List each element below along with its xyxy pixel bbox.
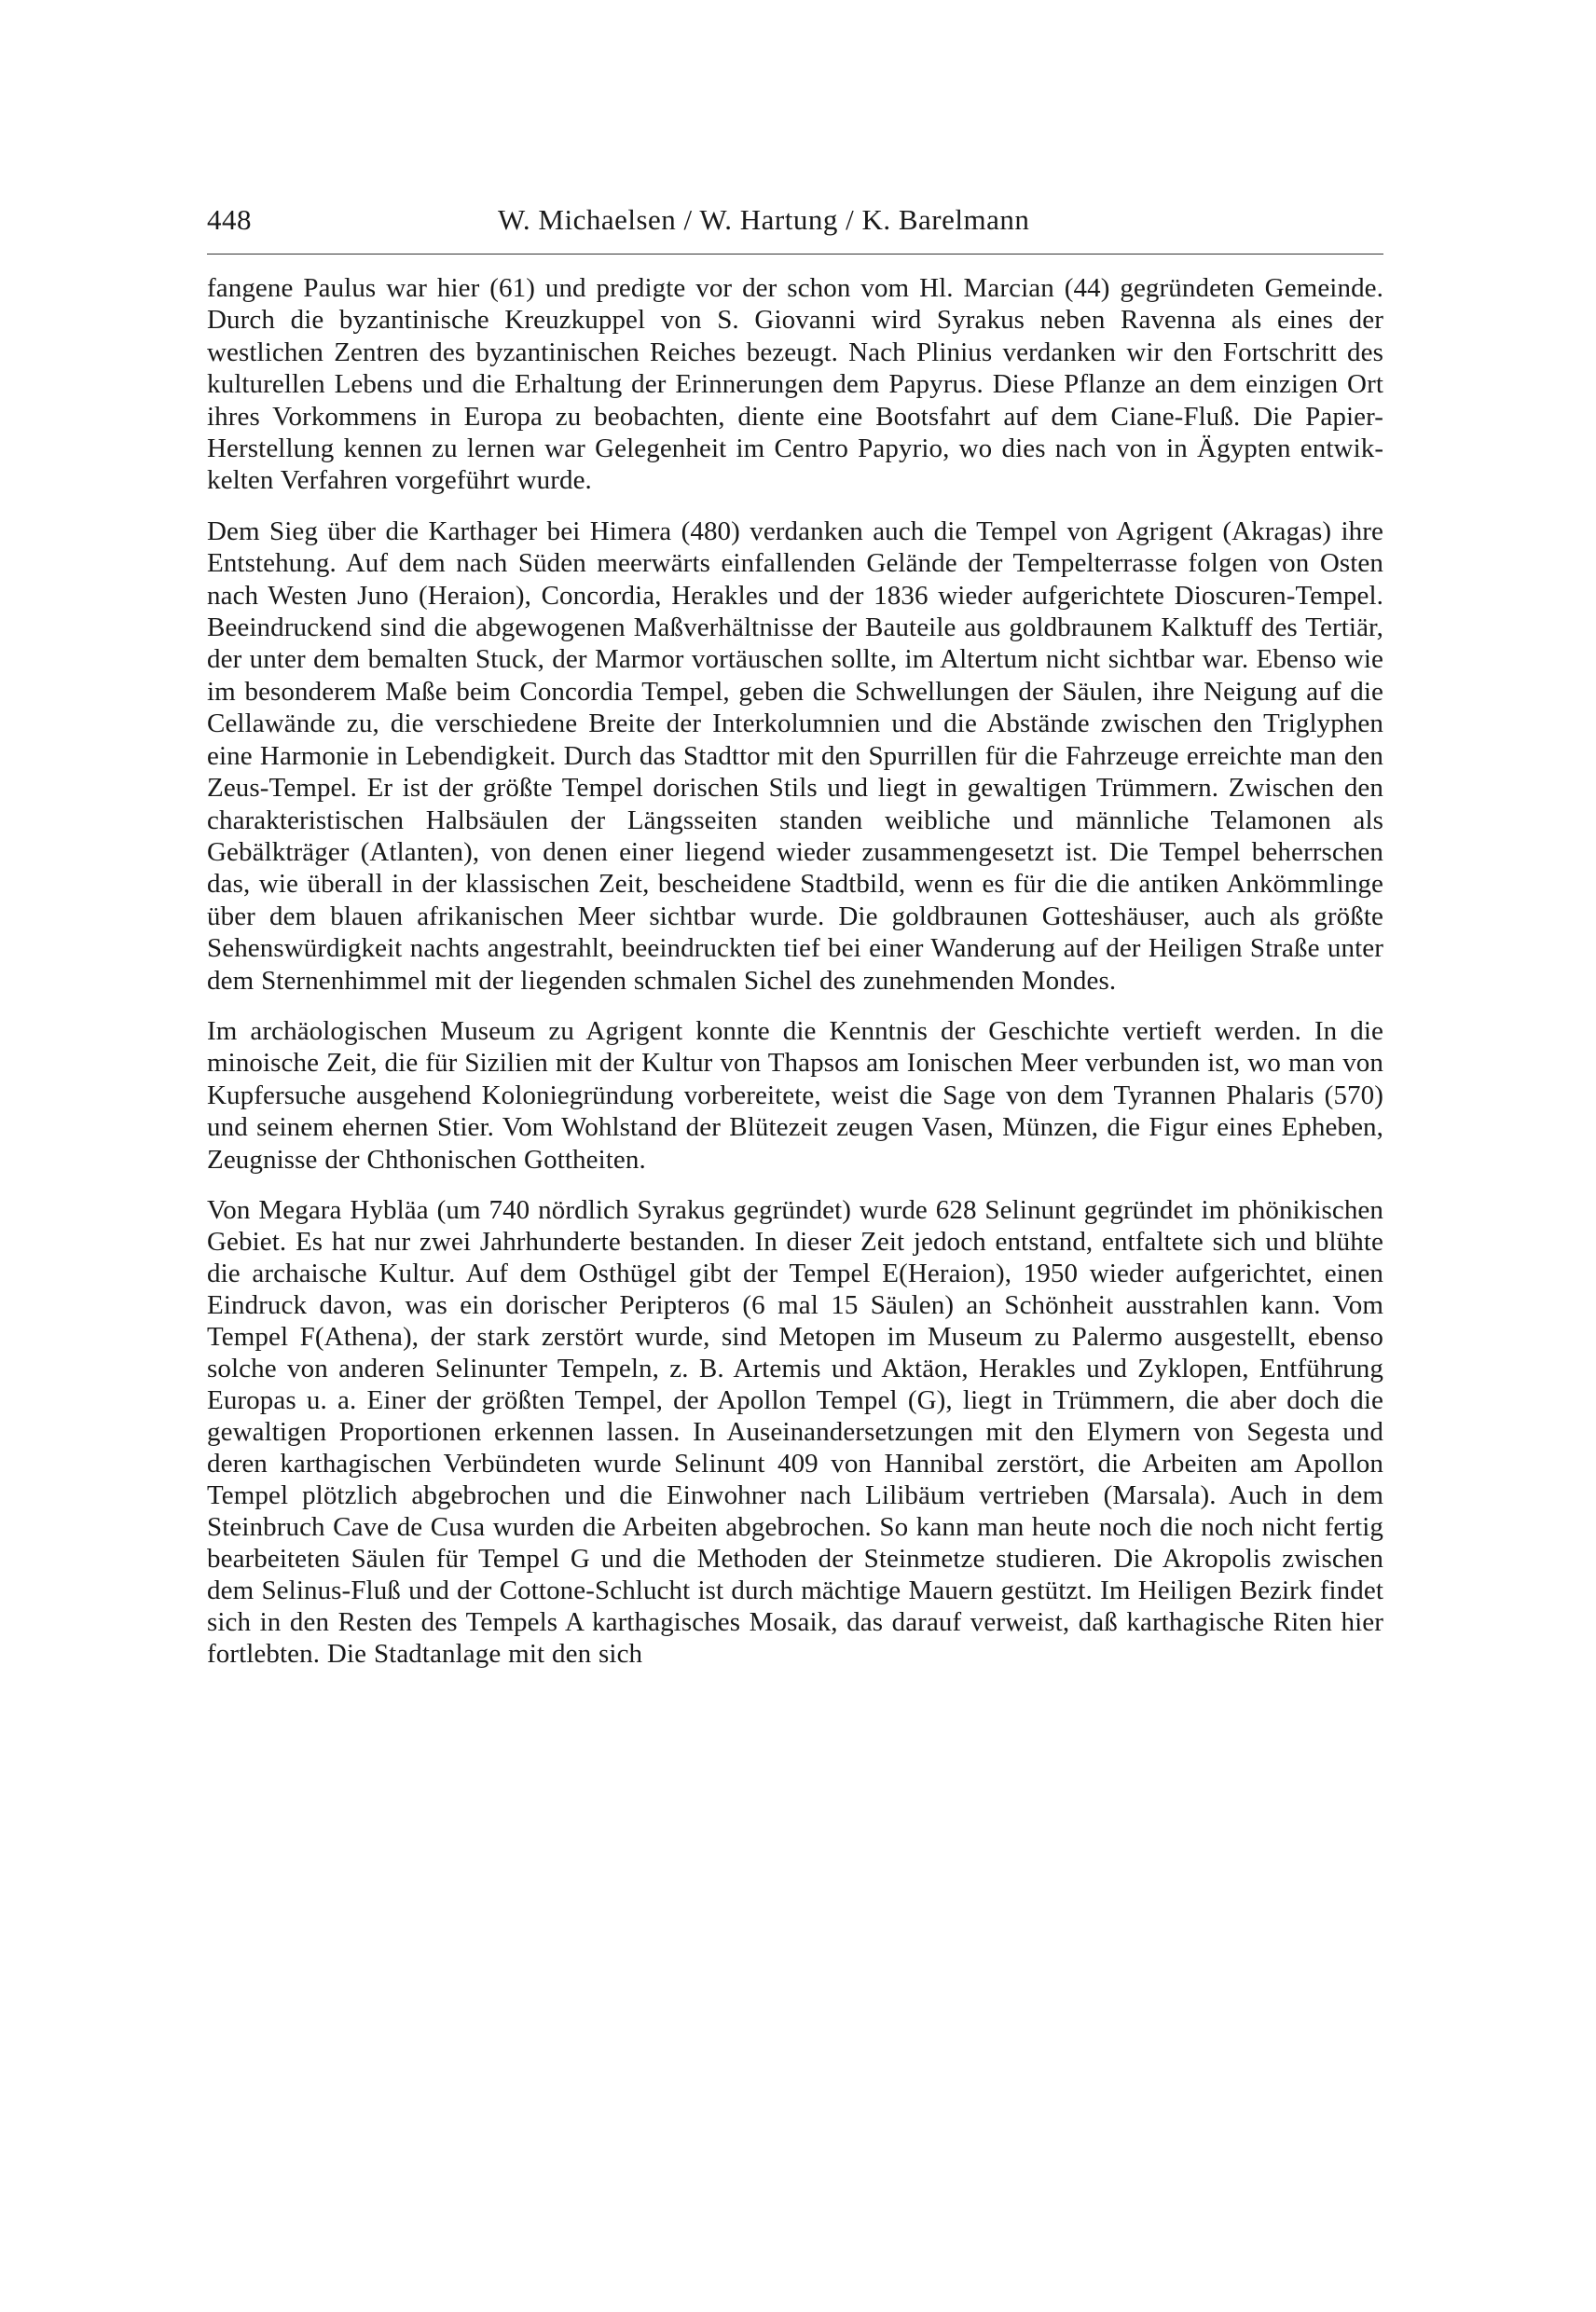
paragraph-agrigent-museum: Im archäologischen Museum zu Agrigent konnte die Kenntnis der Geschichte vertieft werden. In die minoische Zeit, die für Sizilien mit der Kultur von Thapsos am Ionischen Meer verbunden ist, wo man von Kupfersuche ausgehend Koloniegründung vorbereitete, weist die Sage von dem Tyrannen Phalaris (570) und seinem ehernen Stier. Vom Wohlstand der Blütezeit zeugen Vasen, Münzen, die Figur eines Epheben, Zeugnisse der Chthonischen Gottheiten.: [207, 1015, 1383, 1175]
page-number: 448: [207, 203, 252, 236]
header-rule: [207, 254, 1383, 255]
body-text: [207, 272, 1383, 1688]
running-head: [207, 200, 1383, 241]
paragraph-agrigent-temples: Dem Sieg über die Karthager bei Himera (480) verdanken auch die Tempel von Agrigent (Akragas) ihre Entstehung. Auf dem nach Süden meerwärts einfallenden Gelände der Tempelterrasse folgen von Osten nach Westen Juno (Heraion), Concordia, Herakles und der 1836 wieder aufgerichtete Dioscuren-Tempel. Beeindruckend sind die abgewogenen Maßverhältnisse der Bauteile aus goldbraunem Kalktuff des Tertiär, der unter dem bemalten Stuck, der Marmor vortäuschen sollte, im Altertum nicht sichtbar war. Ebenso wie im besonderem Maße beim Concordia Tempel, geben die Schwellungen der Säulen, ihre Neigung auf die Cellawände zu, die verschiedene Breite der Interkolumnien und die Abstände zwischen den Triglyphen eine Harmonie in Lebendigkeit. Durch das Stadttor mit den Spurrillen für die Fahrzeuge erreichte man den Zeus-Tempel. Er ist der größte Tempel dorischen Stils und liegt in gewaltigen Trümmern. Zwischen den charakteristischen Halbsäulen der Längsseiten standen weibliche und männliche Telamonen als Gebälkträger (Atlanten), von denen einer liegend wieder zusammengesetzt ist. Die Tempel beherrschen das, wie überall in der klassischen Zeit, bescheidene Stadtbild, wenn es für die die antiken Ankömmlinge über dem blauen afrikanischen Meer sichtbar wurde. Die goldbraunen Gotteshäuser, auch als größte Sehenswürdigkeit nachts angestrahlt, beeindruckten tief bei einer Wanderung auf der Heiligen Straße unter dem Sternenhimmel mit der liegenden schmalen Sichel des zunehmenden Mondes.: [207, 516, 1383, 996]
running-head-authors: W. Michaelsen / W. Hartung / K. Barelmann: [498, 203, 1030, 236]
paragraph-selinunt: Von Megara Hybläa (um 740 nördlich Syrakus gegründet) wurde 628 Selinunt gegründet im phönikischen Gebiet. Es hat nur zwei Jahrhunderte bestanden. In dieser Zeit jedoch entstand, entfaltete sich und blühte die archaische Kultur. Auf dem Osthügel gibt der Tempel E(Heraion), 1950 wieder aufgerichtet, einen Eindruck davon, was ein dorischer Peripteros (6 mal 15 Säulen) an Schönheit ausstrahlen kann. Vom Tempel F(Athena), der stark zerstört wurde, sind Metopen im Museum zu Palermo ausgestellt, ebenso solche von anderen Selinunter Tempeln, z. B. Artemis und Aktäon, Herakles und Zyklopen, Entführung Europas u. a. Einer der größten Tempel, der Apollon Tempel (G), liegt in Trümmern, die aber doch die gewaltigen Proportionen erkennen lassen. In Auseinandersetzungen mit den Elymern von Segesta und deren karthagischen Verbündeten wurde Selinunt 409 von Hannibal zerstört, die Arbeiten am Apollon Tempel plötzlich abgebrochen und die Einwohner nach Lilibäum vertrieben (Marsala). Auch in dem Steinbruch Cave de Cusa wurden die Arbeiten abgebrochen. So kann man heute noch die noch nicht fertig bearbeiteten Säulen für Tempel G und die Methoden der Steinmetze studieren. Die Akropolis zwischen dem Selinus-Fluß und der Cottone-Schlucht ist durch mächtige Mauern gestützt. Im Heiligen Bezirk findet sich in den Resten des Tempels A karthagisches Mosaik, das darauf verweist, daß karthagische Riten hier fortlebten. Die Stadtanlage mit den sich: [207, 1194, 1383, 1669]
paragraph-papyrus: fangene Paulus war hier (61) und predigte vor der schon vom Hl. Marcian (44) gegründeten Gemeinde. Durch die byzantinische Kreuzkuppel von S. Giovanni wird Syrakus neben Ravenna als eines der westlichen Zentren des byzantinischen Reiches bezeugt. Nach Plinius verdanken wir den Fortschritt des kulturellen Lebens und die Erhaltung der Erinnerungen dem Papyrus. Diese Pflanze an dem einzigen Ort ihres Vorkommens in Europa zu beobachten, diente eine Bootsfahrt auf dem Ciane-Fluß. Die Papier-Herstellung kennen zu lernen war Gelegenheit im Centro Papyrio, wo dies nach von in Ägypten entwikkelten Verfahren vorgeführt wurde.: [207, 273, 1383, 496]
